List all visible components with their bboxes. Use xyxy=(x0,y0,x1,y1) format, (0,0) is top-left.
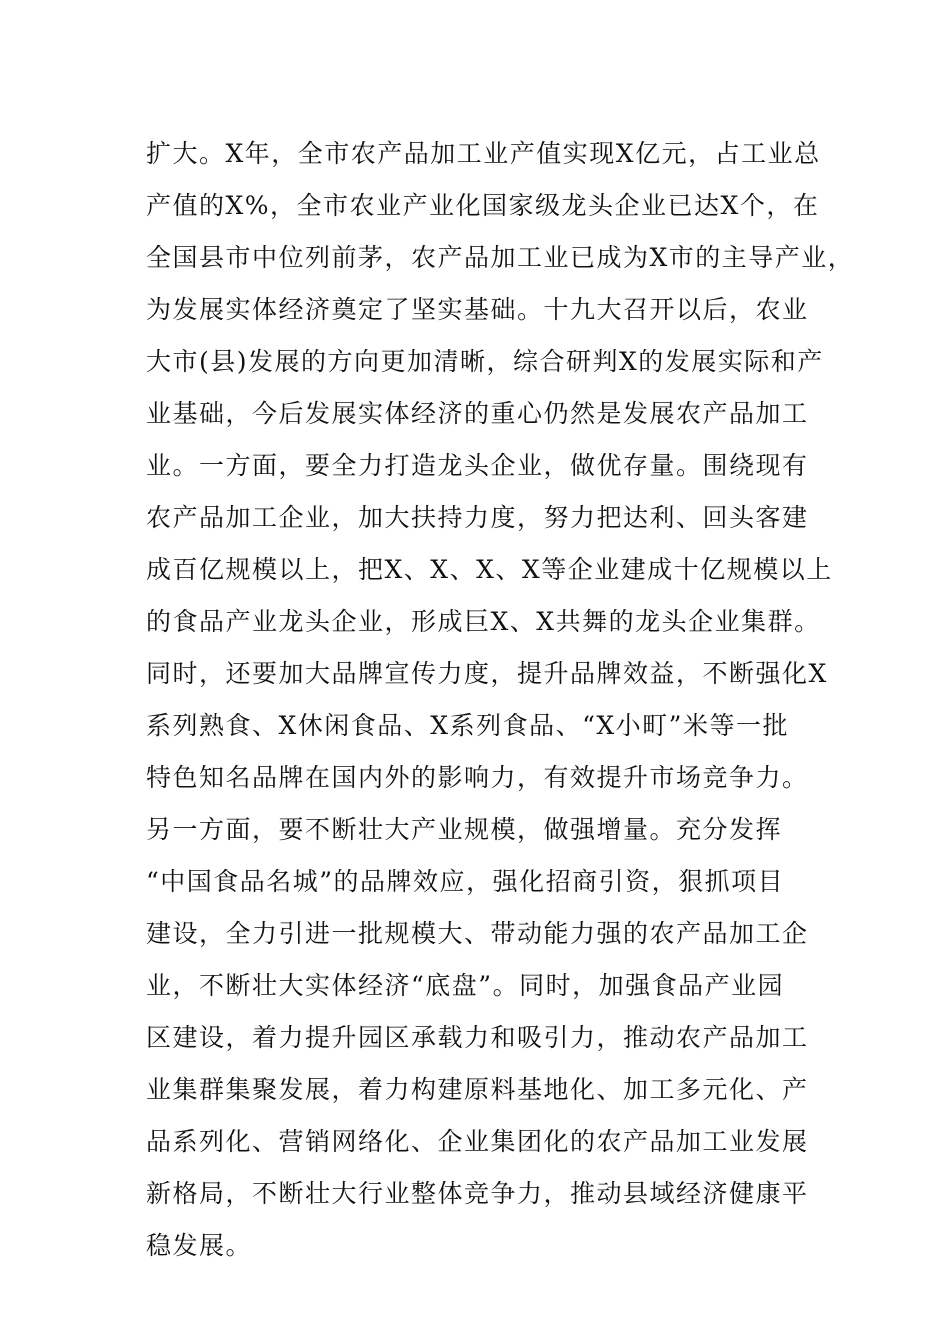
text-line: 稳发展。 xyxy=(146,1231,253,1260)
text-line: 特色知名品牌在国内外的影响力，有效提升市场竞争力。 xyxy=(146,763,809,792)
text-line: 业基础，今后发展实体经济的重心仍然是发展农产品加工 xyxy=(146,399,809,428)
text-line: 另一方面，要不断壮大产业规模，做强增量。充分发挥 xyxy=(146,815,783,844)
text-line: 建设，全力引进一批规模大、带动能力强的农产品加工企 xyxy=(146,919,809,948)
text-line: 业集群集聚发展，着力构建原料基地化、加工多元化、产 xyxy=(146,1075,809,1104)
text-line: 扩大。X年，全市农产品加工业产值实现X亿元，占工业总 xyxy=(146,139,821,168)
text-line: 区建设，着力提升园区承载力和吸引力，推动农产品加工 xyxy=(146,1023,809,1052)
text-line: “中国食品名城”的品牌效应，强化招商引资，狠抓项目 xyxy=(146,867,785,896)
text-line: 成百亿规模以上，把X、X、X、X等企业建成十亿规模以上 xyxy=(146,555,833,584)
text-line: 业。一方面，要全力打造龙头企业，做优存量。围绕现有 xyxy=(146,451,809,480)
text-line: 品系列化、营销网络化、企业集团化的农产品加工业发展 xyxy=(146,1127,809,1156)
text-line: 全国县市中位列前茅，农产品加工业已成为X市的主导产业， xyxy=(146,243,855,272)
text-line: 大市(县)发展的方向更加清晰，综合研判X的发展实际和产 xyxy=(146,347,824,376)
text-line: 新格局，不断壮大行业整体竞争力，推动县域经济健康平 xyxy=(146,1179,809,1208)
text-line: 产值的X%，全市农业产业化国家级龙头企业已达X个，在 xyxy=(146,191,820,220)
text-line: 系列熟食、X休闲食品、X系列食品、“X小町”米等一批 xyxy=(146,711,789,740)
text-line: 为发展实体经济奠定了坚实基础。十九大召开以后，农业 xyxy=(146,295,809,324)
text-line: 同时，还要加大品牌宣传力度，提升品牌效益，不断强化X xyxy=(146,659,828,688)
text-line: 农产品加工企业，加大扶持力度，努力把达利、回头客建 xyxy=(146,503,809,532)
body-paragraph xyxy=(146,128,855,1272)
text-line: 业，不断壮大实体经济“底盘”。同时，加强食品产业园 xyxy=(146,971,785,1000)
text-line: 的食品产业龙头企业，形成巨X、X共舞的龙头企业集群。 xyxy=(146,607,821,636)
